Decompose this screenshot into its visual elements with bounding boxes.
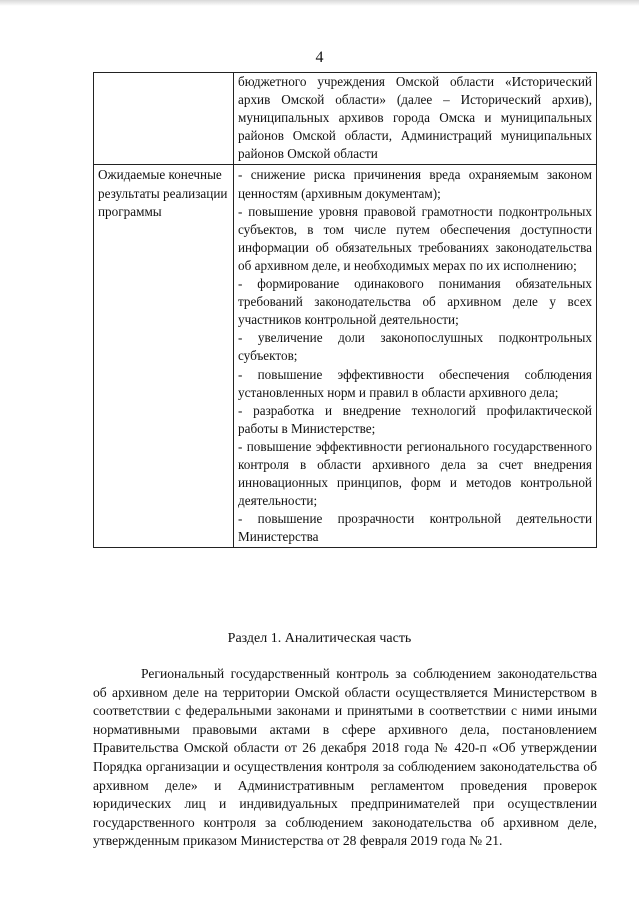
list-item: - формирование одинакового понимания обязательных требований законодательства об архивном деле у всех участников контрольной деятельности;: [238, 276, 592, 328]
table-row: [94, 165, 597, 548]
program-table: [93, 72, 597, 548]
list-item: - повышение эффективности обеспечения соблюдения установленных норм и правил в области архивного дела;: [238, 366, 592, 400]
list-item: - повышение уровня правовой грамотности подконтрольных субъектов, в том числе путем обеспечения доступности информации об обязательных требованиях законодательства об архивном деле, и необходимых мерах по их исполнению;: [238, 203, 592, 273]
table-row: [94, 73, 597, 165]
list-item: - увеличение доли законопослушных подконтрольных субъектов;: [238, 330, 592, 364]
table-cell-left: [94, 73, 234, 165]
page-number: 4: [315, 49, 324, 66]
row-heading-expected-results: Ожидаемые конечные результаты реализации программы: [94, 165, 234, 548]
scan-top-edge: [0, 0, 639, 6]
section-title: Раздел 1. Аналитическая часть: [227, 631, 412, 646]
table-cell-right: [234, 73, 597, 165]
list-item: - повышение эффективности регионального государственного контроля в области архивного дела за счет внедрения инновационных принципов, форм и методов контрольной деятельности;: [238, 438, 592, 509]
list-item: - разработка и внедрение технологий профилактической работы в Министерстве;: [238, 402, 592, 436]
body-paragraph: Региональный государственный контроль за соблюдением законодательства об архивном деле на территории Омской области осуществляется Министерством в соответствии с федеральными законами и принятыми в соответствии с ними иными нормативными правовыми актами в сфере архивного дела, постановлением Правительства Омской области от 26 декабря 2018 года № 420-п «Об утверждении Порядка организации и осуществления контроля за соблюдением законодательства об архивном деле» и Административным регламентом проведения проверок юридических лиц и индивидуальных предпринимателей при осуществлении государственного контроля за соблюдением законодательства об архивном деле, утвержденным приказом Министерства от 28 февраля 2019 года № 21.: [93, 666, 597, 849]
cell-text: бюджетного учреждения Омской области «Исторический архив Омской области» (далее – Исторический архив), муниципальных архивов города Омска и муниципальных районов Омской области, Администраций муниципальных районов Омской области: [238, 74, 592, 162]
list-item: - снижение риска причинения вреда охраняемым законом ценностям (архивным документам);: [238, 167, 592, 201]
expected-results-list: [234, 165, 597, 548]
list-item: - повышение прозрачности контрольной деятельности Министерства: [238, 511, 592, 545]
